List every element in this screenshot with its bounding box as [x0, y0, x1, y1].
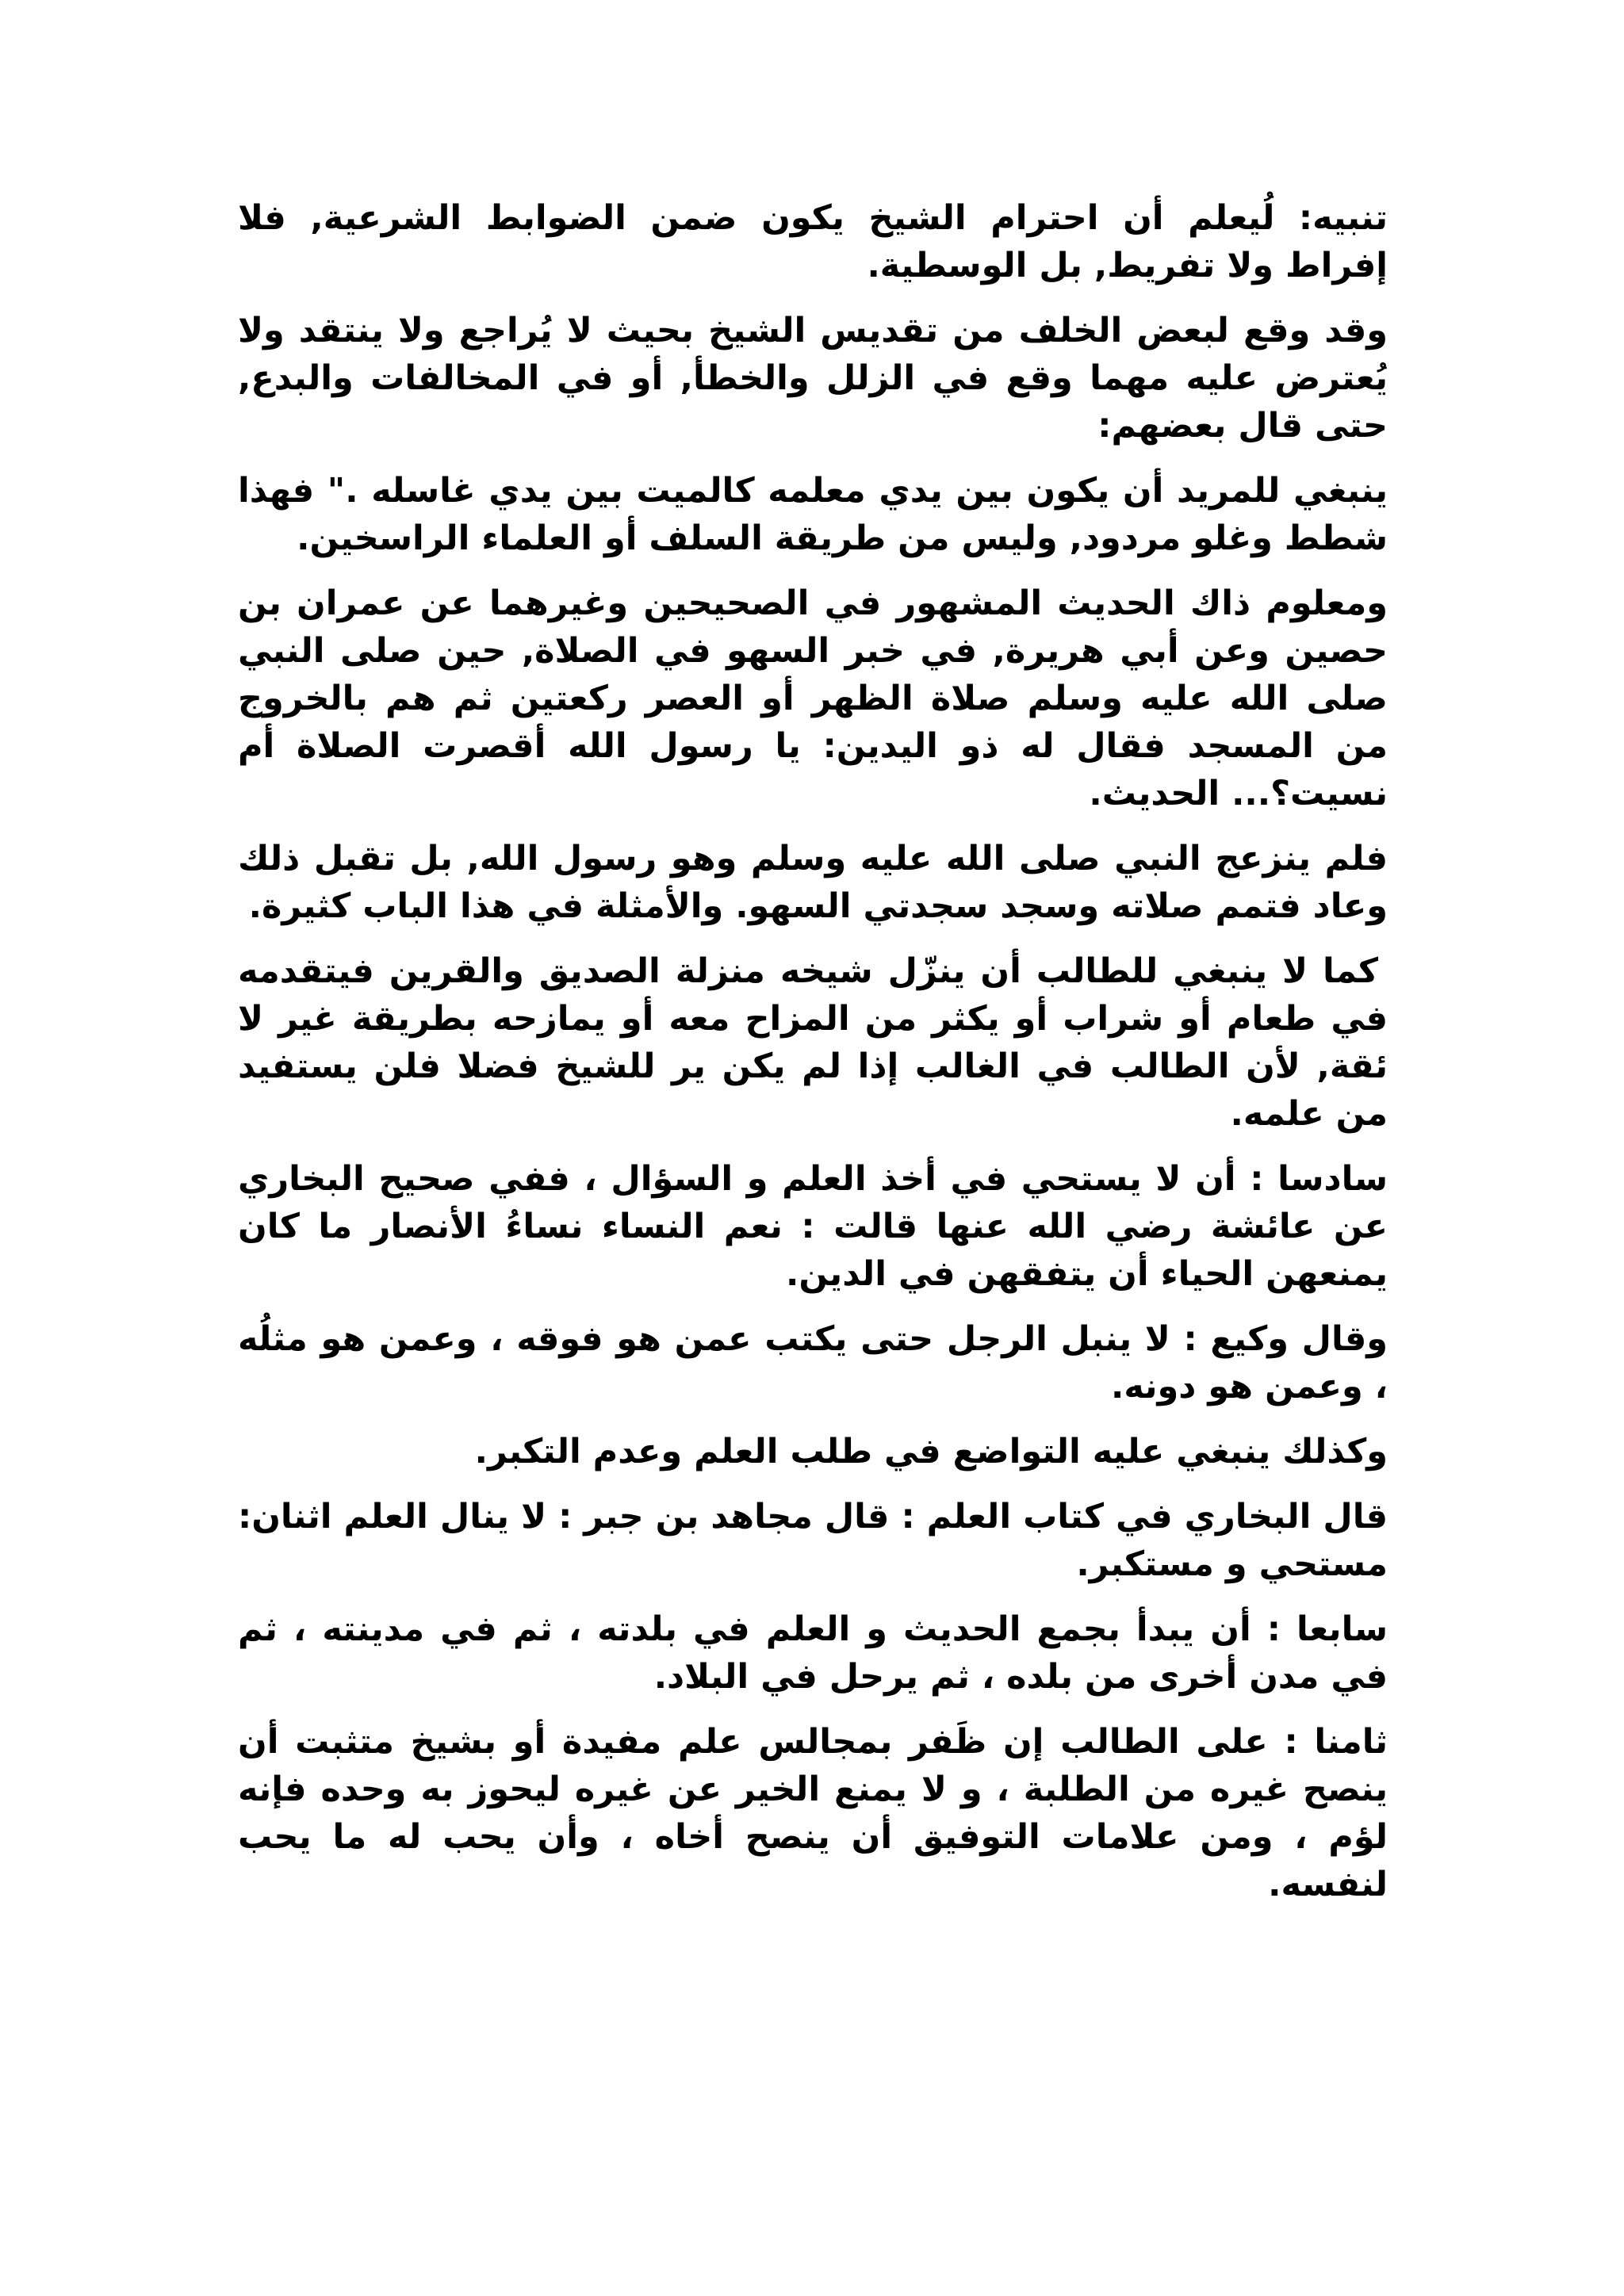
paragraph-waki: وقال وكيع : لا ينبل الرجل حتى يكتب عمن هو فوقه ، وعمن هو مثلُه ، وعمن هو دونه. — [238, 1319, 1388, 1406]
paragraph-humility: وكذلك ينبغي عليه التواضع في طلب العلم وعدم التكبر. — [474, 1432, 1388, 1471]
document-page — [238, 194, 1388, 1926]
paragraph-note: تنبيه: لُيعلم أن احترام الشيخ يكون ضمن الضوابط الشرعية, فلا إفراط ولا تفريط, بل الوسطية. — [238, 198, 1388, 285]
paragraph-bukhari: قال البخاري في كتاب العلم : قال مجاهد بن جبر : لا ينال العلم اثنان: مستحي و مستكبر. — [238, 1497, 1388, 1584]
paragraph-sanctification: وقد وقع لبعض الخلف من تقديس الشيخ بحيث لا يُراجع ولا ينتقد ولا يُعترض عليه مهما وقع في الزلل والخطأ, أو في المخالفات والبدع, حتى قال بعضهم: — [238, 311, 1388, 446]
paragraph-companion: كما لا ينبغي للطالب أن ينزّل شيخه منزلة الصديق والقرين فيتقدمه في طعام أو شراب أو يكثر من المزاح معه أو يمازحه بطريقة غير لا ئقة, لأن الطالب في الغالب إذا لم يكن ير للشيخ فضلا فلن يستفيد من علمه. — [238, 951, 1388, 1134]
paragraph-eighth: ثامنا : على الطالب إن ظَفر بمجالس علم مفيدة أو بشيخ متثبت أن ينصح غيره من الطلبة ، و لا يمنع الخير عن غيره ليحوز به وحده فإنه لؤم ، ومن علامات التوفيق أن ينصح أخاه ، وأن يحب له ما يحب لنفسه. — [238, 1722, 1388, 1904]
paragraph-sixth: سادسا : أن لا يستحي في أخذ العلم و السؤال ، ففي صحيح البخاري عن عائشة رضي الله عنها قالت : نعم النساء نساءُ الأنصار ما كان يمنعهن الحياء أن يتفقهن في الدين. — [238, 1159, 1388, 1294]
paragraph-seventh: سابعا : أن يبدأ بجمع الحديث و العلم في بلدته ، ثم في مدينته ، ثم في مدن أخرى من بلده ، ثم يرحل في البلاد. — [238, 1609, 1388, 1697]
paragraph-quote: ينبغي للمريد أن يكون بين يدي معلمه كالميت بين يدي غاسله ." فهذا شطط وغلو مردود, وليس من طريقة السلف أو العلماء الراسخين. — [238, 471, 1388, 558]
paragraph-hadith: ومعلوم ذاك الحديث المشهور في الصحيحين وغيرهما عن عمران بن حصين وعن أبي هريرة, في خبر السهو في الصلاة, حين صلى النبي صلى الله عليه وسلم صلاة الظهر أو العصر ركعتين ثم هم بالخروج من المسجد فقال له ذو اليدين: يا رسول الله أقصرت الصلاة أم نسيت؟... الحديث. — [238, 584, 1388, 813]
paragraph-prophet-response: فلم ينزعج النبي صلى الله عليه وسلم وهو رسول الله, بل تقبل ذلك وعاد فتمم صلاته وسجد سجدتي السهو. والأمثلة في هذا الباب كثيرة. — [238, 839, 1388, 926]
